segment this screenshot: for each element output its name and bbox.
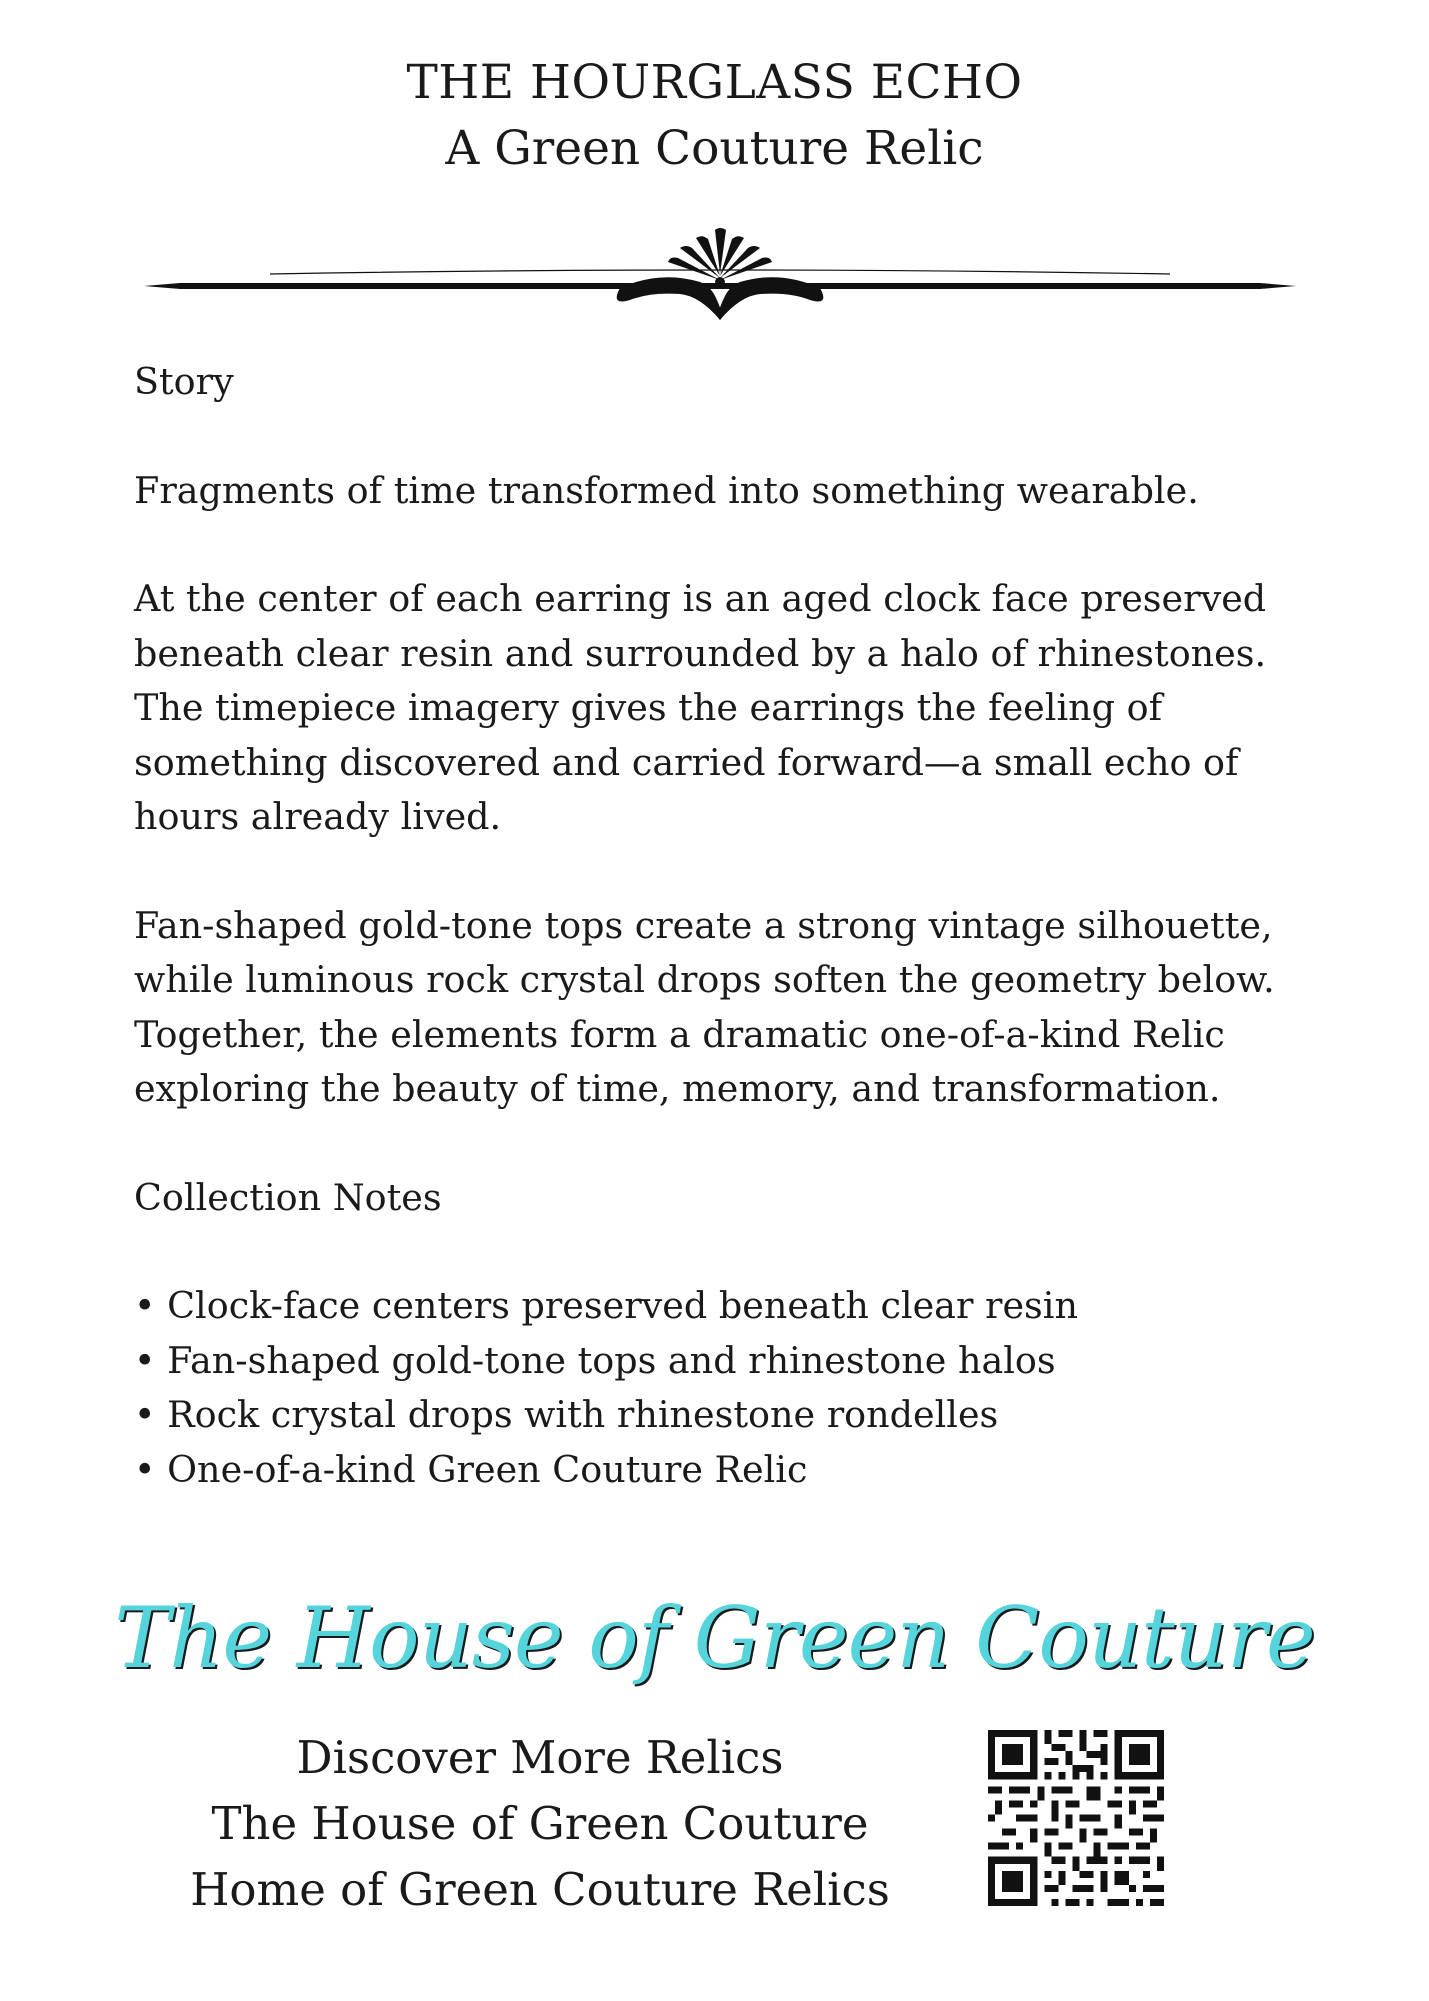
footer-line: Home of Green Couture Relics bbox=[190, 1863, 890, 1916]
story-paragraph: Fragments of time transformed into something wearable. bbox=[134, 468, 1199, 512]
footer-text bbox=[170, 1725, 910, 1923]
page-title: THE HOURGLASS ECHO bbox=[406, 55, 1023, 110]
footer-line: The House of Green Couture bbox=[211, 1797, 869, 1850]
qr-code-icon bbox=[988, 1730, 1164, 1906]
list-item: • Clock-face centers preserved beneath clear resin bbox=[134, 1284, 1078, 1327]
brand-logo: The House of Green Couture bbox=[114, 1589, 1315, 1687]
collection-notes-list bbox=[134, 1279, 1314, 1497]
list-item: • Rock crystal drops with rhinestone rondelles bbox=[134, 1393, 999, 1436]
content-body bbox=[134, 355, 1314, 1497]
story-paragraph: Fan-shaped gold-tone tops create a strong vintage silhouette, while luminous rock crystal drops soften the geometry below. Together, the elements form a dramatic one-of-a-kind Relic exploring the beauty of time, memory, and transformation. bbox=[134, 903, 1275, 1110]
story-heading: Story bbox=[134, 360, 234, 403]
list-item: • One-of-a-kind Green Couture Relic bbox=[134, 1447, 808, 1491]
story-paragraph: At the center of each earring is an aged clock face preserved beneath clear resin and surrounded by a halo of rhinestones. The timepiece imagery gives the earrings the feeling of something discovered and carried forward—a small echo of hours already lived. bbox=[134, 577, 1267, 838]
footer-line: Discover More Relics bbox=[296, 1731, 784, 1784]
page-header bbox=[0, 50, 1429, 182]
ornamental-divider-icon bbox=[140, 226, 1300, 320]
collection-notes-heading: Collection Notes bbox=[134, 1175, 442, 1219]
list-item: • Fan-shaped gold-tone tops and rhinestone halos bbox=[134, 1338, 1056, 1382]
page-subtitle: A Green Couture Relic bbox=[445, 121, 984, 176]
